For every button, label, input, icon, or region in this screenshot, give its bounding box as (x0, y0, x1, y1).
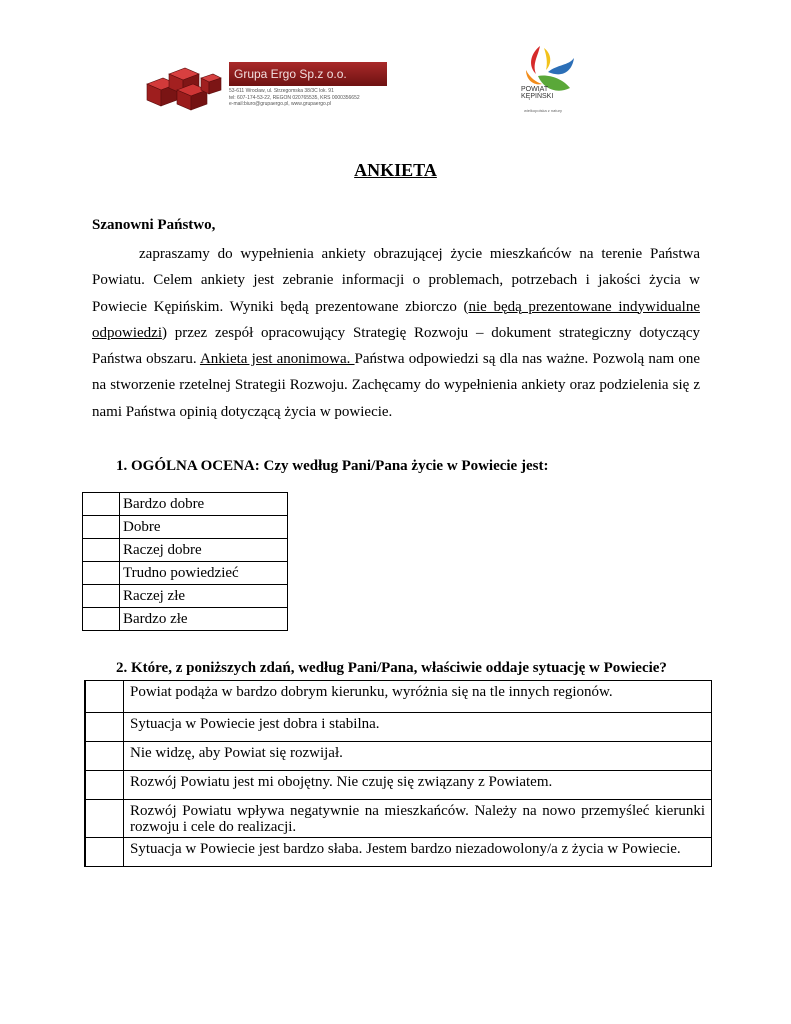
answer-checkbox[interactable] (85, 713, 124, 742)
question-2-options-table (84, 680, 712, 867)
answer-checkbox[interactable] (85, 771, 124, 800)
intro-underlined-text: nie będą prezentowane indywidualne odpowiedzi (92, 298, 700, 341)
powiat-logo-line: KĘPIŃSKI (521, 93, 554, 100)
option-row (83, 585, 288, 608)
option-row (83, 493, 288, 516)
option-row (85, 742, 712, 771)
option-label: Rozwój Powiatu wpływa negatywnie na mieszkańców. Należy na nowo przemyśleć kierunki rozwoju i cele do realizacji. (124, 800, 712, 838)
powiat-tagline: wielkopolska z natury (524, 108, 563, 113)
option-label: Bardzo dobre (120, 493, 288, 516)
answer-checkbox[interactable] (85, 742, 124, 771)
intro-paragraph (92, 241, 700, 425)
answer-checkbox[interactable] (83, 493, 120, 516)
intro-text: ) przez zespół opracowujący Strategię Rozwoju – dokument strategiczny dotyczący Państwa obszaru. (92, 324, 700, 368)
question-1-options-table (82, 492, 288, 631)
powiat-logo-line: POWIAT (521, 86, 549, 93)
option-label: Bardzo złe (120, 608, 288, 631)
answer-checkbox[interactable] (85, 838, 124, 867)
intro-text: zapraszamy do wypełnienia ankiety obrazującej życie mieszkańców na terenie Państwa Powiatu. Celem ankiety jest zebranie informacji o problemach, potrzebach i jakości życia w Powiecie Kępińskim. Wyniki będą prezentowane zbiorczo ( (92, 246, 700, 315)
option-label: Raczej dobre (120, 539, 288, 562)
option-row (83, 539, 288, 562)
option-label: Trudno powiedzieć (120, 562, 288, 585)
powiat-kepinski-logo (518, 44, 580, 120)
answer-checkbox[interactable] (83, 562, 120, 585)
question-2-label: 2. Które, z poniższych zdań, według Pani/Pana, właściwie oddaje sytuację w Powiecie? (116, 660, 667, 676)
address-line: tel: 607-174-53-22, REGON 020765535, KRS 0000356652 (229, 94, 360, 101)
intro-underlined-text: Ankieta jest anonimowa. (199, 351, 355, 368)
answer-checkbox[interactable] (85, 681, 124, 713)
option-label: Rozwój Powiatu jest mi obojętny. Nie czuję się związany z Powiatem. (124, 771, 712, 800)
powiat-logo-text (521, 86, 553, 100)
option-row (83, 608, 288, 631)
option-row (85, 681, 712, 713)
option-label: Dobre (120, 516, 288, 539)
option-row (85, 771, 712, 800)
question-1-label: 1. OGÓLNA OCENA: Czy według Pani/Pana życie w Powiecie jest: (116, 458, 549, 474)
option-row (85, 800, 712, 838)
answer-checkbox[interactable] (83, 608, 120, 631)
option-label: Nie widzę, aby Powiat się rozwijał. (124, 742, 712, 771)
option-row (83, 562, 288, 585)
answer-checkbox[interactable] (83, 585, 120, 608)
option-row (83, 516, 288, 539)
company-address (229, 88, 394, 108)
company-name: Grupa Ergo Sp.z o.o. (229, 62, 387, 86)
option-label: Sytuacja w Powiecie jest dobra i stabilna. (124, 713, 712, 742)
answer-checkbox[interactable] (85, 800, 124, 838)
option-row (85, 838, 712, 867)
address-line: 53-611 Wrocław, ul. Strzegomska 38/3C lok. 91 (229, 88, 334, 94)
answer-checkbox[interactable] (83, 516, 120, 539)
address-line: e-mail:biuro@grupaergo.pl, www.grupaergo.pl (229, 101, 332, 107)
red-cubes-icon (143, 64, 223, 112)
salutation: Szanowni Państwo, (92, 217, 216, 233)
option-row (85, 713, 712, 742)
grupa-ergo-logo (143, 60, 393, 114)
option-label: Raczej złe (120, 585, 288, 608)
page-title: ANKIETA (354, 160, 437, 180)
intro-text: Państwa odpowiedzi są dla nas ważne. Pozwolą nam one na stworzenie rzetelnej Strategii Rozwoju. Zachęcamy do wypełnienia ankiety oraz podzielenia się z nami Państwa opinią dotyczącą życia w powiecie. (92, 351, 700, 420)
option-label: Sytuacja w Powiecie jest bardzo słaba. Jestem bardzo niezadowolony/a z życia w Powiecie. (124, 838, 712, 867)
answer-checkbox[interactable] (83, 539, 120, 562)
option-label: Powiat podąża w bardzo dobrym kierunku, wyróżnia się na tle innych regionów. (124, 681, 712, 713)
